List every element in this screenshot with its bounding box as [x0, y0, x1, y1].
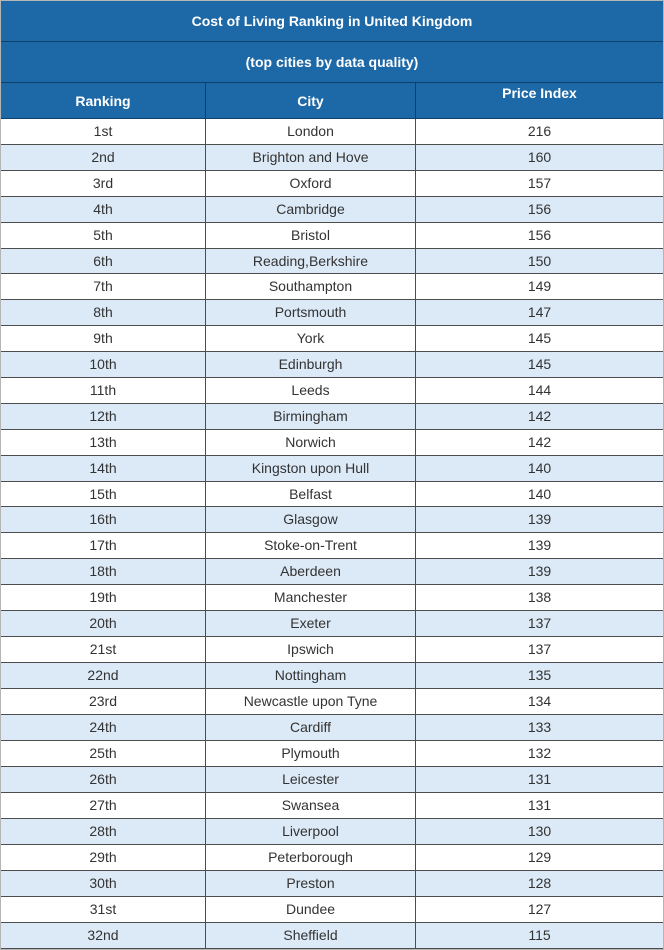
price-index-cell: 145 — [527, 330, 552, 346]
rank-cell: 9th — [1, 326, 206, 351]
city-cell: Leicester — [206, 767, 416, 792]
city-cell: Brighton and Hove — [206, 145, 416, 170]
table-row — [1, 352, 663, 378]
price-index-cell: 139 — [527, 511, 552, 527]
table-row — [1, 404, 663, 430]
table-row — [1, 715, 663, 741]
rank-cell: 29th — [1, 845, 206, 870]
table-row — [1, 378, 663, 404]
price-index-cell: 144 — [527, 382, 552, 398]
city-cell: Exeter — [206, 611, 416, 636]
city-cell: Peterborough — [206, 845, 416, 870]
price-index-cell: 137 — [527, 641, 552, 657]
city-cell: Dundee — [206, 897, 416, 922]
rank-cell: 2nd — [1, 145, 206, 170]
rank-cell: 1st — [1, 119, 206, 144]
rank-cell: 3rd — [1, 171, 206, 196]
city-cell: Edinburgh — [206, 352, 416, 377]
price-index-cell: 132 — [527, 745, 552, 761]
city-cell: Newcastle upon Tyne — [206, 689, 416, 714]
city-cell: Plymouth — [206, 741, 416, 766]
price-index-cell: 138 — [527, 589, 552, 605]
price-index-cell: 137 — [527, 615, 552, 631]
column-header-city: City — [206, 83, 416, 118]
table-subtitle: (top cities by data quality) — [1, 42, 663, 83]
rank-cell: 30th — [1, 871, 206, 896]
table-row — [1, 611, 663, 637]
price-index-cell: 140 — [527, 486, 552, 502]
table-row — [1, 923, 663, 949]
price-index-cell: 131 — [527, 771, 552, 787]
table-row — [1, 119, 663, 145]
column-header-ranking: Ranking — [1, 83, 206, 118]
table-row — [1, 223, 663, 249]
city-cell: Portsmouth — [206, 300, 416, 325]
price-index-cell: 149 — [527, 278, 552, 294]
rank-cell: 10th — [1, 352, 206, 377]
table-row — [1, 663, 663, 689]
table-row — [1, 507, 663, 533]
price-index-cell: 131 — [527, 797, 552, 813]
table-row — [1, 897, 663, 923]
table-row — [1, 819, 663, 845]
rank-cell: 15th — [1, 482, 206, 506]
table-header-row — [1, 83, 663, 119]
price-index-cell: 133 — [527, 719, 552, 735]
rank-cell: 23rd — [1, 689, 206, 714]
price-index-cell: 156 — [527, 201, 552, 217]
rank-cell: 4th — [1, 197, 206, 222]
city-cell: Manchester — [206, 585, 416, 610]
price-index-cell: 142 — [527, 434, 552, 450]
table-row — [1, 274, 663, 300]
price-index-cell: 142 — [527, 408, 552, 424]
rank-cell: 31st — [1, 897, 206, 922]
rank-cell: 25th — [1, 741, 206, 766]
city-cell: Aberdeen — [206, 559, 416, 584]
city-cell: Ipswich — [206, 637, 416, 662]
rank-cell: 32nd — [1, 923, 206, 948]
price-index-cell: 140 — [527, 460, 552, 476]
table-title: Cost of Living Ranking in United Kingdom — [1, 1, 663, 42]
price-index-cell: 145 — [527, 356, 552, 372]
price-index-cell: 150 — [527, 253, 552, 269]
rank-cell: 5th — [1, 223, 206, 248]
price-index-cell: 147 — [527, 304, 552, 320]
city-cell: Reading,Berkshire — [206, 249, 416, 273]
rank-cell: 21st — [1, 637, 206, 662]
table-row — [1, 871, 663, 897]
table-row — [1, 637, 663, 663]
price-index-cell: 216 — [527, 123, 552, 139]
price-index-cell: 139 — [527, 537, 552, 553]
table-row — [1, 793, 663, 819]
city-cell: Preston — [206, 871, 416, 896]
rank-cell: 11th — [1, 378, 206, 403]
price-index-cell: 156 — [527, 227, 552, 243]
rank-cell: 24th — [1, 715, 206, 740]
rank-cell: 20th — [1, 611, 206, 636]
table-row — [1, 326, 663, 352]
price-index-cell: 115 — [528, 927, 551, 943]
city-cell: Leeds — [206, 378, 416, 403]
rank-cell: 14th — [1, 456, 206, 481]
city-cell: Norwich — [206, 430, 416, 455]
rank-cell: 22nd — [1, 663, 206, 688]
city-cell: Nottingham — [206, 663, 416, 688]
city-cell: Stoke-on-Trent — [206, 533, 416, 558]
city-cell: Cardiff — [206, 715, 416, 740]
city-cell: Bristol — [206, 223, 416, 248]
table-row — [1, 559, 663, 585]
rank-cell: 13th — [1, 430, 206, 455]
price-index-cell: 128 — [527, 875, 552, 891]
rank-cell: 8th — [1, 300, 206, 325]
city-cell: Birmingham — [206, 404, 416, 429]
table-row — [1, 533, 663, 559]
city-cell: Southampton — [206, 274, 416, 299]
rank-cell: 12th — [1, 404, 206, 429]
table-row — [1, 197, 663, 223]
rank-cell: 26th — [1, 767, 206, 792]
table-row — [1, 585, 663, 611]
price-index-cell: 129 — [527, 849, 552, 865]
city-cell: Sheffield — [206, 923, 416, 948]
city-cell: Cambridge — [206, 197, 416, 222]
rank-cell: 6th — [1, 249, 206, 273]
table-row — [1, 741, 663, 767]
city-cell: Kingston upon Hull — [206, 456, 416, 481]
city-cell: Glasgow — [206, 507, 416, 532]
city-cell: Liverpool — [206, 819, 416, 844]
city-cell: Belfast — [206, 482, 416, 506]
city-cell: London — [206, 119, 416, 144]
rank-cell: 28th — [1, 819, 206, 844]
table-body — [1, 119, 663, 949]
table-row — [1, 456, 663, 482]
city-cell: York — [206, 326, 416, 351]
city-cell: Swansea — [206, 793, 416, 818]
price-index-cell: 135 — [527, 667, 552, 683]
rank-cell: 18th — [1, 559, 206, 584]
price-index-cell: 130 — [527, 823, 552, 839]
price-index-cell: 160 — [527, 149, 552, 165]
rank-cell: 27th — [1, 793, 206, 818]
table-row — [1, 430, 663, 456]
city-cell: Oxford — [206, 171, 416, 196]
price-index-cell: 127 — [527, 901, 552, 917]
price-index-cell: 134 — [527, 693, 552, 709]
table-row — [1, 300, 663, 326]
table-row — [1, 689, 663, 715]
table-row — [1, 171, 663, 197]
table-row — [1, 767, 663, 793]
rank-cell: 16th — [1, 507, 206, 532]
table-row — [1, 482, 663, 507]
table-row — [1, 845, 663, 871]
price-index-cell: 139 — [527, 563, 552, 579]
price-index-cell: 157 — [527, 175, 552, 191]
rank-cell: 19th — [1, 585, 206, 610]
table-row — [1, 249, 663, 274]
rank-cell: 7th — [1, 274, 206, 299]
table-row — [1, 145, 663, 171]
column-header-price-index: Price Index — [502, 85, 577, 101]
rank-cell: 17th — [1, 533, 206, 558]
